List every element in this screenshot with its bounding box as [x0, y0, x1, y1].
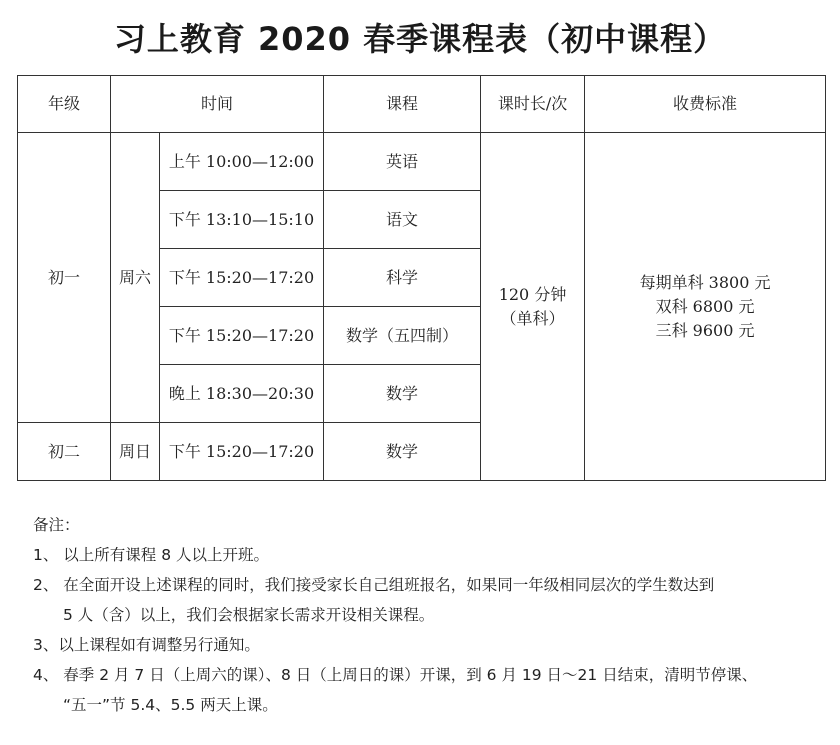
notes-section: [33, 510, 833, 720]
duration-line: （单科）: [500, 308, 565, 328]
header-grade: 年级: [18, 76, 111, 133]
course-cell: 数学: [324, 423, 481, 481]
course-cell: 语文: [324, 191, 481, 249]
day-cell-saturday: 周六: [111, 133, 160, 423]
time-cell: 下午 15:20—17:20: [160, 249, 324, 307]
note-item: 2、 在全面开设上述课程的同时，我们接受家长自己组班报名，如果同一年级相同层次的学生数达到: [33, 576, 715, 594]
header-time: 时间: [111, 76, 324, 133]
header-duration: 课时长/次: [481, 76, 585, 133]
course-cell: 科学: [324, 249, 481, 307]
time-cell: 下午 13:10—15:10: [160, 191, 324, 249]
header-fee: 收费标准: [585, 76, 826, 133]
time-cell: 晚上 18:30—20:30: [160, 365, 324, 423]
grade-cell-grade1: 初一: [18, 133, 111, 423]
course-cell: 英语: [324, 133, 481, 191]
note-item-continuation: 5 人（含）以上，我们会根据家长需求开设相关课程。: [63, 606, 435, 624]
note-item: 4、 春季 2 月 7 日（上周六的课）、8 日（上周日的课）开课，到 6 月 19 日～21 日结束，清明节停课、: [33, 666, 758, 684]
fee-line: 双科 6800 元: [655, 296, 755, 316]
fee-cell: [585, 133, 826, 481]
duration-line: 120 分钟: [498, 284, 567, 304]
notes-heading: 备注：: [33, 516, 80, 534]
note-item: 3、以上课程如有调整另行通知。: [33, 636, 260, 654]
duration-cell: [481, 133, 585, 481]
note-item: 1、 以上所有课程 8 人以上开班。: [33, 546, 270, 564]
time-cell: 下午 15:20—17:20: [160, 307, 324, 365]
fee-line: 三科 9600 元: [655, 320, 755, 340]
course-cell: 数学: [324, 365, 481, 423]
grade-cell-grade2: 初二: [18, 423, 111, 481]
time-cell: 下午 15:20—17:20: [160, 423, 324, 481]
table-header-row: [18, 76, 826, 133]
fee-line: 每期单科 3800 元: [639, 272, 771, 292]
table-row: [18, 133, 826, 191]
schedule-table: [17, 75, 826, 481]
page-title: 习上教育 2020 春季课程表（初中课程）: [113, 20, 727, 58]
note-item-continuation: “五一”节 5.4、5.5 两天上课。: [63, 696, 278, 714]
course-cell: 数学（五四制）: [324, 307, 481, 365]
day-cell-sunday: 周日: [111, 423, 160, 481]
header-course: 课程: [324, 76, 481, 133]
time-cell: 上午 10:00—12:00: [160, 133, 324, 191]
